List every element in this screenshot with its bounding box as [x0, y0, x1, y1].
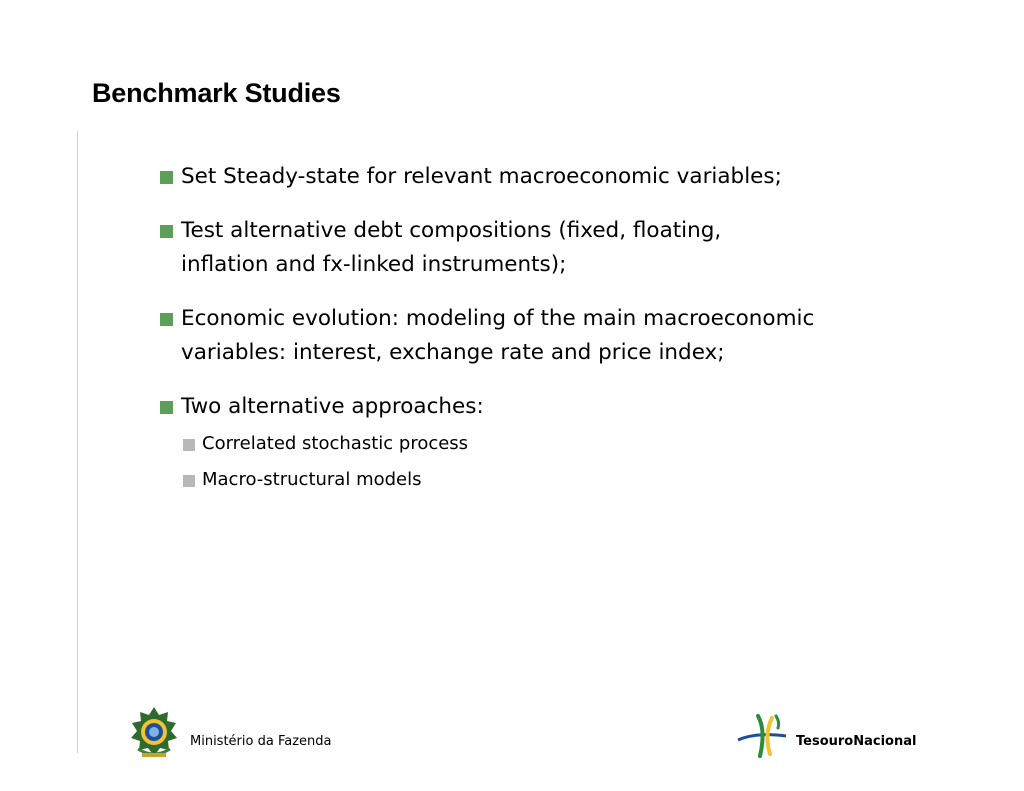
slide-title: Benchmark Studies — [92, 78, 341, 108]
square-bullet-icon — [160, 171, 173, 184]
sub-bullet-text: Correlated stochastic process — [202, 433, 469, 454]
square-bullet-icon — [160, 401, 173, 414]
bullet-item — [160, 214, 801, 282]
square-sub-bullet-icon — [183, 439, 195, 451]
square-bullet-icon — [160, 313, 173, 326]
bullet-text: Two alternative approaches: — [181, 394, 484, 419]
bullet-item — [160, 390, 920, 424]
sub-bullet-item — [160, 462, 920, 498]
bullet-list — [160, 160, 920, 498]
footer-treasury — [736, 712, 916, 760]
bullet-text: Test alternative debt compositions (fixed, floating, inflation and fx-linked instruments); — [181, 218, 722, 277]
bullet-text: Economic evolution: modeling of the main macroeconomic variables: interest, exchange rate and price index; — [181, 306, 815, 365]
bullet-item — [160, 302, 891, 370]
tesouro-nacional-logo-icon — [736, 712, 788, 760]
square-sub-bullet-icon — [183, 475, 195, 487]
coat-of-arms-icon — [128, 705, 180, 761]
tesouro-nacional-label: TesouroNacional — [796, 733, 917, 749]
bullet-text: Set Steady-state for relevant macroeconomic variables; — [181, 164, 782, 189]
footer-ministry — [128, 705, 331, 761]
square-bullet-icon — [160, 225, 173, 238]
sub-bullet-text: Macro-structural models — [202, 469, 422, 490]
sub-bullet-item — [160, 426, 920, 462]
vertical-divider — [77, 131, 78, 753]
ministry-label: Ministério da Fazenda — [190, 733, 332, 749]
bullet-item — [160, 160, 920, 194]
